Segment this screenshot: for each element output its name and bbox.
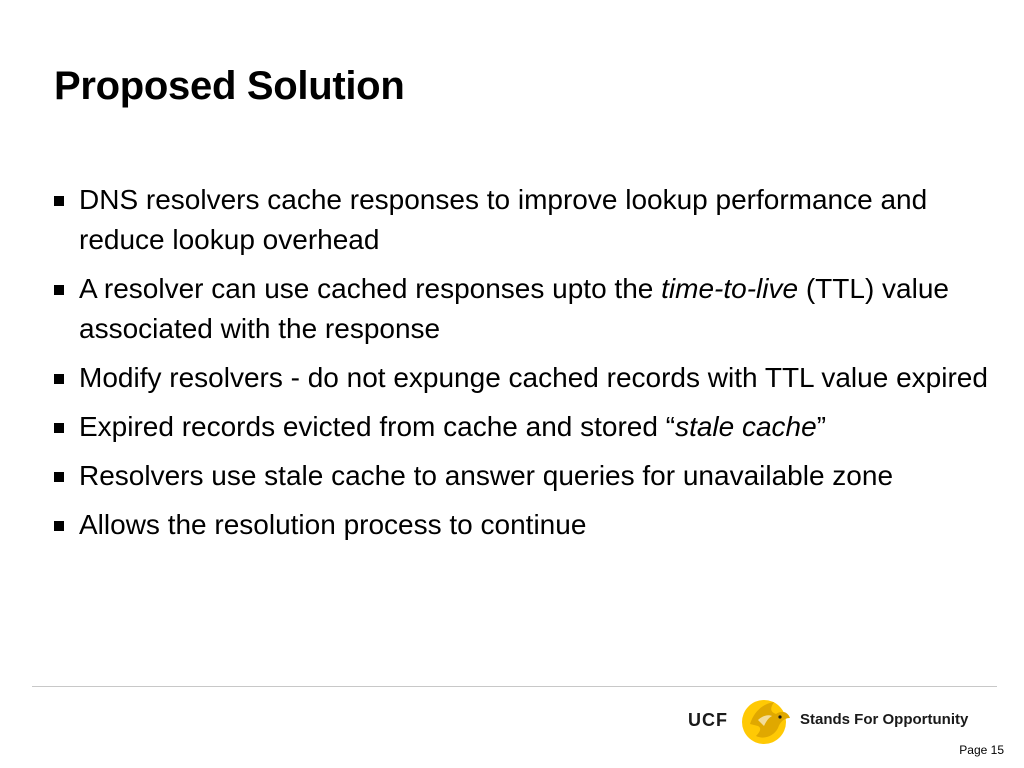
square-bullet-icon <box>54 285 64 295</box>
page-number: Page 15 <box>959 743 1004 757</box>
slide-title: Proposed Solution <box>54 64 405 108</box>
square-bullet-icon <box>54 196 64 206</box>
bullet-list <box>54 180 1004 554</box>
bullet-text: ” <box>816 411 827 442</box>
bullet-text: Allows the resolution process to continue <box>79 509 587 540</box>
bullet-text: A resolver can use cached responses upto the <box>79 273 662 304</box>
square-bullet-icon <box>54 423 64 433</box>
bullet-item <box>54 456 1004 496</box>
bullet-item <box>54 358 1004 398</box>
bullet-item <box>54 407 1004 447</box>
bullet-text: Modify resolvers - do not expunge cached records with TTL value expired <box>79 362 988 393</box>
bullet-text: (TTL) value associated with the response <box>79 273 949 344</box>
square-bullet-icon <box>54 472 64 482</box>
bullet-text: Expired records evicted from cache and stored “ <box>79 411 676 442</box>
ucf-tagline: Stands For Opportunity <box>800 711 969 728</box>
bullet-text: Resolvers use stale cache to answer queries for unavailable zone <box>79 460 894 491</box>
square-bullet-icon <box>54 374 64 384</box>
ucf-wordmark: UCF <box>688 710 728 730</box>
bullet-emphasis: stale cache <box>675 411 817 442</box>
bullet-item <box>54 180 1004 260</box>
bullet-emphasis: time-to-live <box>661 273 799 304</box>
bullet-item <box>54 505 1004 545</box>
footer-divider <box>32 686 997 687</box>
bullet-text: DNS resolvers cache responses to improve lookup performance and reduce lookup overhead <box>79 184 928 255</box>
ucf-logo <box>688 690 1000 750</box>
pegasus-icon <box>740 690 796 750</box>
bullet-item <box>54 269 1004 349</box>
square-bullet-icon <box>54 521 64 531</box>
